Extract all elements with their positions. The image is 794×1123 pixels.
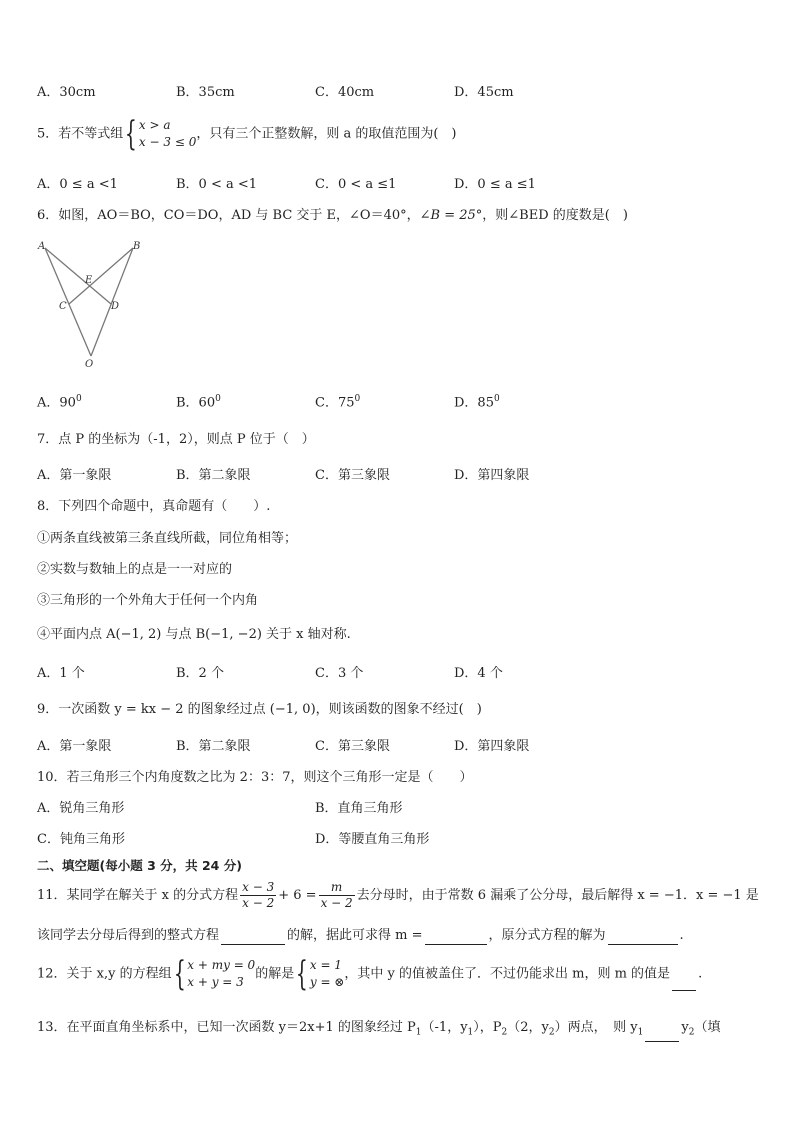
question-12: 12．关于 x,y 的方程组{ x + my = 0 x + y = 3的解是{ x = 1 y = ⊗，其中 y 的值被盖住了．不过仍能求出 m，则 m 的值是 . (37, 954, 703, 994)
q12-text-c: ，其中 y 的值被盖住了．不过仍能求出 m，则 m 的值是 (344, 966, 671, 982)
q11-mid: + 6 = (278, 888, 317, 903)
label-A: A (38, 241, 46, 252)
question-13: 13．在平面直角坐标系中，已知一次函数 y＝2x+1 的图象经过 $P_1(-1$，$y_1$），$P_2(2$，$y_2$）两点， 则 $y_1$ $y_2$（填 (37, 1019, 720, 1042)
q8-item-4: ④平面内点 A(−1, 2) 与点 B(−1, −2) 关于 x 轴对称. (37, 627, 351, 642)
label-D: D (111, 301, 120, 312)
question-7: 7．点 P 的坐标为（-1，2），则点 P 位于（ ） (37, 432, 315, 447)
q5-prefix: 5．若不等式组 (37, 126, 124, 142)
q11-text-b: 去分母时，由于常数 6 漏乘了公分母，最后解得 x = −1．x = −1 是 (356, 888, 759, 903)
question-6 (37, 207, 628, 225)
q4-option-b: B．35cm (176, 85, 235, 100)
q5-option-a: A．0 ≤ a <1 (37, 177, 118, 192)
q8-option-c: C．3 个 (315, 666, 364, 681)
question-5 (37, 114, 457, 154)
q5-option-b: B．0 < a <1 (176, 177, 258, 192)
question-10: 10．若三角形三个内角度数之比为 2：3：7，则这个三角形一定是（ ） (37, 770, 473, 785)
label-C: C (59, 301, 67, 312)
q5-line2: x − 3 ≤ 0 (138, 135, 197, 149)
q12-text-a: 12．关于 x,y 的方程组 (37, 966, 172, 982)
section-2-heading: 二、填空题(每小题 3 分，共 24 分) (37, 858, 242, 873)
q6-figure (34, 238, 146, 370)
q10-option-c: C．钝角三角形 (37, 832, 125, 847)
line-AO (45, 248, 91, 356)
label-E: E (85, 275, 93, 286)
q11-line-2: 该同学去分母后得到的整式方程 的解，据此可求得 m = ，原分式方程的解为 . (37, 928, 684, 943)
q12-solution: x = 1 y = ⊗ (309, 958, 345, 989)
q6-option-d: D．$85^0$ (454, 394, 500, 411)
q5-system (139, 117, 196, 151)
q10-option-b: B．直角三角形 (315, 801, 403, 816)
question-8: 8．下列四个命题中，真命题有（ ）. (37, 499, 271, 514)
q7-option-c: C．第三象限 (315, 468, 390, 483)
q4-option-d: D．45cm (454, 85, 514, 100)
q8-option-a: A．1 个 (37, 666, 85, 681)
q4-option-c: C．40cm (315, 85, 375, 100)
q5-suffix: ，只有三个正整数解，则 a 的取值范围为( ) (196, 126, 457, 142)
q9-option-c: C．第三象限 (315, 739, 390, 754)
q4-option-a: A．30cm (37, 85, 96, 100)
q6-option-b: B．$60^0$ (176, 394, 221, 411)
q5-option-d: D．0 ≤ a ≤1 (454, 177, 536, 192)
q11-text-a: 11．某同学在解关于 x 的分式方程 (37, 888, 239, 903)
q12-text-b: 的解是 (255, 966, 295, 982)
q7-option-b: B．第二象限 (176, 468, 251, 483)
q12-blank[interactable] (672, 990, 696, 991)
q8-option-d: D．4 个 (454, 666, 503, 681)
q12-brace-2: { (296, 954, 308, 994)
q7-option-d: D．第四象限 (454, 468, 530, 483)
q10-option-a: A．锐角三角形 (37, 801, 125, 816)
q11-fraction-2: $\frac{m}{x - 2}$ (320, 880, 353, 910)
q11-blank-1[interactable] (221, 944, 285, 945)
q11-blank-3[interactable] (608, 944, 678, 945)
q9-option-d: D．第四象限 (454, 739, 530, 754)
q8-item-2: ②实数与数轴上的点是一一对应的 (37, 562, 233, 577)
q8-option-b: B．2 个 (176, 666, 224, 681)
q6-option-c: C．$75^0$ (315, 394, 361, 411)
q6-text-a: 6．如图，AO＝BO，CO＝DO，AD 与 BC 交于 E，∠O＝40°， (37, 208, 420, 223)
q11-fraction-1: $\frac{x - 3}{x - 2}$ (242, 880, 275, 910)
q9-option-a: A．第一象限 (37, 739, 112, 754)
question-9: 9．一次函数 y = kx − 2 的图象经过点 (−1, 0)，则该函数的图象不经过( ) (37, 702, 482, 717)
q6-option-a: A．$90^0$ (37, 394, 82, 411)
q12-system: x + my = 0 x + y = 3 (187, 958, 256, 989)
q10-option-d: D．等腰直角三角形 (315, 832, 430, 847)
q5-brace: { (125, 114, 138, 154)
q9-option-b: B．第二象限 (176, 739, 251, 754)
q13-blank[interactable] (645, 1041, 679, 1042)
q7-option-a: A．第一象限 (37, 468, 112, 483)
q12-brace-1: { (173, 954, 186, 994)
question-11 (37, 880, 759, 911)
label-O: O (85, 359, 94, 370)
q11-blank-2[interactable] (425, 944, 487, 945)
q8-item-3: ③三角形的一个外角大于任何一个内角 (37, 593, 259, 608)
q8-item-1: ①两条直线被第三条直线所截，同位角相等； (37, 531, 298, 546)
label-B: B (133, 241, 141, 252)
q6-text-c: ，则∠BED 的度数是( ) (482, 208, 628, 223)
q5-line1: x > a (138, 118, 171, 132)
q6-text-b: ∠B = 25° (419, 208, 483, 223)
q5-option-c: C．0 < a ≤1 (315, 177, 397, 192)
